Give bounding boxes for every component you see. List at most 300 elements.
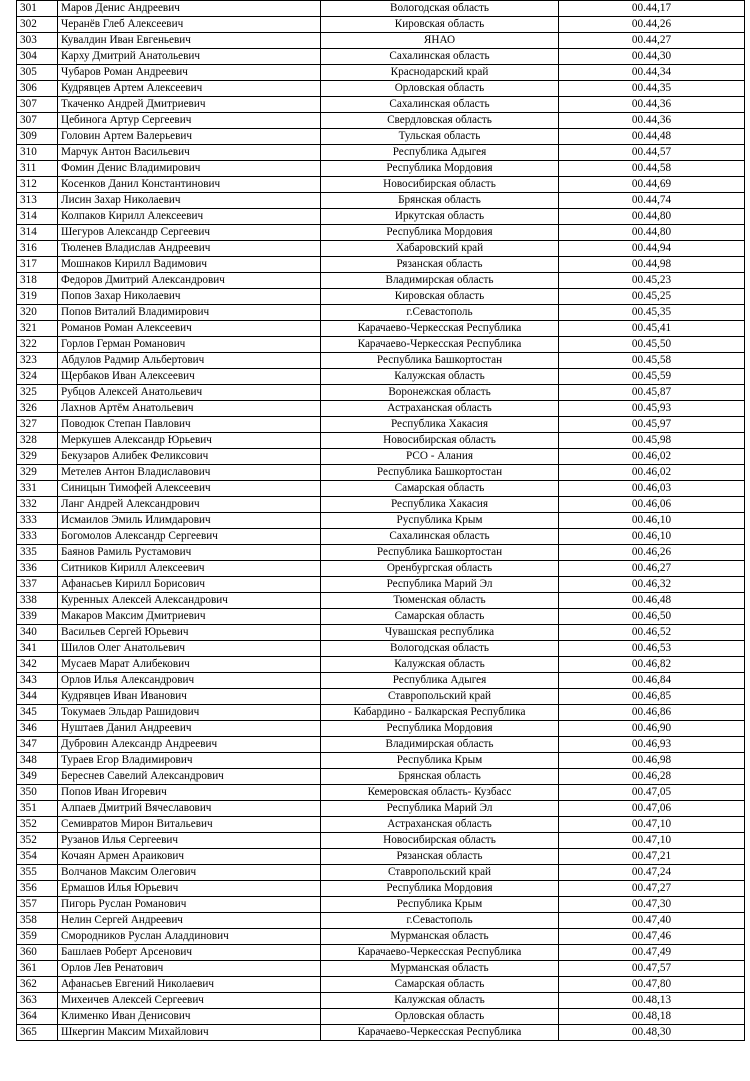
table-row <box>17 673 745 689</box>
result-time-cell: 00.46,53 <box>559 641 745 657</box>
result-time-cell: 00.45,58 <box>559 353 745 369</box>
athlete-name-cell: Меркушев Александр Юрьевич <box>58 433 321 449</box>
table-row <box>17 609 745 625</box>
place-cell: 304 <box>17 49 58 65</box>
result-time-cell: 00.44,35 <box>559 81 745 97</box>
athlete-name-cell: Богомолов Александр Сергеевич <box>58 529 321 545</box>
result-time-cell: 00.48,18 <box>559 1009 745 1025</box>
athlete-name-cell: Чубаров Роман Андреевич <box>58 65 321 81</box>
region-cell: Самарская область <box>321 481 559 497</box>
region-cell: г.Севастополь <box>321 913 559 929</box>
place-cell: 311 <box>17 161 58 177</box>
place-cell: 314 <box>17 225 58 241</box>
athlete-name-cell: Лисин Захар Николаевич <box>58 193 321 209</box>
place-cell: 341 <box>17 641 58 657</box>
result-time-cell: 00.44,98 <box>559 257 745 273</box>
place-cell: 309 <box>17 129 58 145</box>
place-cell: 346 <box>17 721 58 737</box>
place-cell: 343 <box>17 673 58 689</box>
place-cell: 360 <box>17 945 58 961</box>
region-cell: Новосибирская область <box>321 433 559 449</box>
result-time-cell: 00.46,02 <box>559 449 745 465</box>
table-row <box>17 65 745 81</box>
result-time-cell: 00.46,50 <box>559 609 745 625</box>
region-cell: Рязанская область <box>321 257 559 273</box>
table-row <box>17 289 745 305</box>
place-cell: 350 <box>17 785 58 801</box>
place-cell: 342 <box>17 657 58 673</box>
region-cell: Республика Башкортостан <box>321 353 559 369</box>
place-cell: 329 <box>17 449 58 465</box>
result-time-cell: 00.44,80 <box>559 225 745 241</box>
result-time-cell: 00.47,21 <box>559 849 745 865</box>
result-time-cell: 00.45,59 <box>559 369 745 385</box>
table-row <box>17 33 745 49</box>
place-cell: 326 <box>17 401 58 417</box>
result-time-cell: 00.44,58 <box>559 161 745 177</box>
region-cell: Ставропольский край <box>321 865 559 881</box>
athlete-name-cell: Кудрявцев Иван Иванович <box>58 689 321 705</box>
athlete-name-cell: Бекузаров Алибек Феликсович <box>58 449 321 465</box>
region-cell: Кемеровская область- Кузбасс <box>321 785 559 801</box>
place-cell: 329 <box>17 465 58 481</box>
result-time-cell: 00.46,02 <box>559 465 745 481</box>
region-cell: Брянская область <box>321 769 559 785</box>
result-time-cell: 00.46,84 <box>559 673 745 689</box>
result-time-cell: 00.46,10 <box>559 529 745 545</box>
place-cell: 303 <box>17 33 58 49</box>
region-cell: Республика Мордовия <box>321 721 559 737</box>
athlete-name-cell: Макаров Максим Дмитриевич <box>58 609 321 625</box>
region-cell: Орловская область <box>321 1009 559 1025</box>
table-row <box>17 513 745 529</box>
region-cell: Республика Мордовия <box>321 881 559 897</box>
athlete-name-cell: Нелин Сергей Андреевич <box>58 913 321 929</box>
result-time-cell: 00.46,27 <box>559 561 745 577</box>
table-row <box>17 161 745 177</box>
region-cell: Сахалинская область <box>321 49 559 65</box>
result-time-cell: 00.44,74 <box>559 193 745 209</box>
result-time-cell: 00.46,26 <box>559 545 745 561</box>
place-cell: 365 <box>17 1025 58 1041</box>
place-cell: 307 <box>17 113 58 129</box>
result-time-cell: 00.46,98 <box>559 753 745 769</box>
result-time-cell: 00.47,40 <box>559 913 745 929</box>
table-row <box>17 481 745 497</box>
region-cell: Руспублика Крым <box>321 513 559 529</box>
region-cell: Иркутская область <box>321 209 559 225</box>
place-cell: 313 <box>17 193 58 209</box>
result-time-cell: 00.45,23 <box>559 273 745 289</box>
region-cell: Самарская область <box>321 977 559 993</box>
result-time-cell: 00.47,46 <box>559 929 745 945</box>
athlete-name-cell: Марчук Антон Васильевич <box>58 145 321 161</box>
result-time-cell: 00.47,27 <box>559 881 745 897</box>
result-time-cell: 00.46,90 <box>559 721 745 737</box>
athlete-name-cell: Ермашов Илья Юрьевич <box>58 881 321 897</box>
result-time-cell: 00.44,27 <box>559 33 745 49</box>
place-cell: 310 <box>17 145 58 161</box>
region-cell: Карачаево-Черкесская Республика <box>321 321 559 337</box>
table-row <box>17 433 745 449</box>
table-row <box>17 657 745 673</box>
table-row <box>17 769 745 785</box>
athlete-name-cell: Михеичев Алексей Сергеевич <box>58 993 321 1009</box>
place-cell: 355 <box>17 865 58 881</box>
result-time-cell: 00.47,05 <box>559 785 745 801</box>
table-row <box>17 785 745 801</box>
athlete-name-cell: Кудрявцев Артем Алексеевич <box>58 81 321 97</box>
table-row <box>17 961 745 977</box>
region-cell: Сахалинская область <box>321 529 559 545</box>
table-row <box>17 385 745 401</box>
place-cell: 333 <box>17 529 58 545</box>
result-time-cell: 00.48,30 <box>559 1025 745 1041</box>
result-time-cell: 00.46,06 <box>559 497 745 513</box>
region-cell: Новосибирская область <box>321 177 559 193</box>
place-cell: 317 <box>17 257 58 273</box>
region-cell: Калужская область <box>321 993 559 1009</box>
place-cell: 314 <box>17 209 58 225</box>
region-cell: Кировская область <box>321 17 559 33</box>
athlete-name-cell: Горлов Герман Романович <box>58 337 321 353</box>
athlete-name-cell: Кувалдин Иван Евгеньевич <box>58 33 321 49</box>
table-row <box>17 369 745 385</box>
table-row <box>17 129 745 145</box>
athlete-name-cell: Попов Иван Игоревич <box>58 785 321 801</box>
place-cell: 327 <box>17 417 58 433</box>
region-cell: Республика Адыгея <box>321 145 559 161</box>
place-cell: 305 <box>17 65 58 81</box>
athlete-name-cell: Нуштаев Данил Андреевич <box>58 721 321 737</box>
athlete-name-cell: Мусаев Марат Алибекович <box>58 657 321 673</box>
result-time-cell: 00.46,48 <box>559 593 745 609</box>
athlete-name-cell: Тураев Егор Владимирович <box>58 753 321 769</box>
athlete-name-cell: Башлаев Роберт Арсенович <box>58 945 321 961</box>
region-cell: Владимирская область <box>321 737 559 753</box>
table-row <box>17 273 745 289</box>
table-row <box>17 241 745 257</box>
result-time-cell: 00.46,28 <box>559 769 745 785</box>
result-time-cell: 00.47,57 <box>559 961 745 977</box>
place-cell: 331 <box>17 481 58 497</box>
result-time-cell: 00.45,50 <box>559 337 745 353</box>
place-cell: 320 <box>17 305 58 321</box>
athlete-name-cell: Лахнов Артём Анатольевич <box>58 401 321 417</box>
place-cell: 302 <box>17 17 58 33</box>
region-cell: Мурманская область <box>321 929 559 945</box>
place-cell: 307 <box>17 97 58 113</box>
region-cell: Республика Башкортостан <box>321 545 559 561</box>
table-row <box>17 833 745 849</box>
athlete-name-cell: Головин Артем Валерьевич <box>58 129 321 145</box>
athlete-name-cell: Шилов Олег Анатольевич <box>58 641 321 657</box>
table-row <box>17 465 745 481</box>
athlete-name-cell: Ткаченко Андрей Дмитриевич <box>58 97 321 113</box>
region-cell: Астраханская область <box>321 817 559 833</box>
athlete-name-cell: Цебинога Артур Сергеевич <box>58 113 321 129</box>
athlete-name-cell: Рузанов Илья Сергеевич <box>58 833 321 849</box>
table-row <box>17 1 745 17</box>
result-time-cell: 00.44,69 <box>559 177 745 193</box>
table-row <box>17 1025 745 1041</box>
athlete-name-cell: Алпаев Дмитрий Вячеславович <box>58 801 321 817</box>
result-time-cell: 00.44,34 <box>559 65 745 81</box>
table-row <box>17 337 745 353</box>
table-row <box>17 81 745 97</box>
result-time-cell: 00.46,10 <box>559 513 745 529</box>
athlete-name-cell: Пигорь Руслан Романович <box>58 897 321 913</box>
result-time-cell: 00.45,93 <box>559 401 745 417</box>
region-cell: Самарская область <box>321 609 559 625</box>
region-cell: Краснодарский край <box>321 65 559 81</box>
table-row <box>17 993 745 1009</box>
result-time-cell: 00.46,52 <box>559 625 745 641</box>
athlete-name-cell: Ситников Кирилл Алексеевич <box>58 561 321 577</box>
region-cell: Сахалинская область <box>321 97 559 113</box>
table-row <box>17 577 745 593</box>
athlete-name-cell: Куренных Алексей Александрович <box>58 593 321 609</box>
table-row <box>17 177 745 193</box>
region-cell: Республика Башкортостан <box>321 465 559 481</box>
result-time-cell: 00.45,41 <box>559 321 745 337</box>
table-row <box>17 753 745 769</box>
place-cell: 363 <box>17 993 58 1009</box>
table-row <box>17 449 745 465</box>
region-cell: Республика Мордовия <box>321 225 559 241</box>
result-time-cell: 00.47,30 <box>559 897 745 913</box>
result-time-cell: 00.46,82 <box>559 657 745 673</box>
result-time-cell: 00.45,97 <box>559 417 745 433</box>
region-cell: Кабардино - Балкарская Республика <box>321 705 559 721</box>
result-time-cell: 00.48,13 <box>559 993 745 1009</box>
result-time-cell: 00.45,87 <box>559 385 745 401</box>
athlete-name-cell: Шкергин Максим Михайлович <box>58 1025 321 1041</box>
athlete-name-cell: Шегуров Александр Сергеевич <box>58 225 321 241</box>
place-cell: 351 <box>17 801 58 817</box>
region-cell: Брянская область <box>321 193 559 209</box>
place-cell: 352 <box>17 833 58 849</box>
table-row <box>17 225 745 241</box>
place-cell: 321 <box>17 321 58 337</box>
table-row <box>17 625 745 641</box>
table-row <box>17 881 745 897</box>
results-table <box>16 0 745 1041</box>
place-cell: 332 <box>17 497 58 513</box>
result-time-cell: 00.44,36 <box>559 113 745 129</box>
results-table-body <box>17 1 745 1041</box>
place-cell: 340 <box>17 625 58 641</box>
region-cell: Свердловская область <box>321 113 559 129</box>
table-row <box>17 257 745 273</box>
table-row <box>17 593 745 609</box>
table-row <box>17 353 745 369</box>
table-row <box>17 145 745 161</box>
result-time-cell: 00.44,17 <box>559 1 745 17</box>
athlete-name-cell: Абдулов Радмир Альбертович <box>58 353 321 369</box>
place-cell: 318 <box>17 273 58 289</box>
region-cell: Мурманская область <box>321 961 559 977</box>
region-cell: Карачаево-Черкесская Республика <box>321 945 559 961</box>
table-row <box>17 1009 745 1025</box>
table-row <box>17 193 745 209</box>
result-time-cell: 00.44,80 <box>559 209 745 225</box>
result-time-cell: 00.47,10 <box>559 833 745 849</box>
region-cell: Республика Хакасия <box>321 497 559 513</box>
result-time-cell: 00.46,86 <box>559 705 745 721</box>
athlete-name-cell: Попов Виталий Владимирович <box>58 305 321 321</box>
athlete-name-cell: Ланг Андрей Александрович <box>58 497 321 513</box>
result-time-cell: 00.46,85 <box>559 689 745 705</box>
place-cell: 335 <box>17 545 58 561</box>
table-row <box>17 305 745 321</box>
table-row <box>17 561 745 577</box>
region-cell: Вологодская область <box>321 641 559 657</box>
region-cell: Оренбургская область <box>321 561 559 577</box>
athlete-name-cell: Федоров Дмитрий Александрович <box>58 273 321 289</box>
region-cell: Хабаровский край <box>321 241 559 257</box>
athlete-name-cell: Дубровин Александр Андреевич <box>58 737 321 753</box>
athlete-name-cell: Поводюк Степан Павлович <box>58 417 321 433</box>
table-row <box>17 417 745 433</box>
athlete-name-cell: Мошнаков Кирилл Вадимович <box>58 257 321 273</box>
table-row <box>17 705 745 721</box>
region-cell: Рязанская область <box>321 849 559 865</box>
place-cell: 338 <box>17 593 58 609</box>
table-row <box>17 849 745 865</box>
place-cell: 339 <box>17 609 58 625</box>
result-time-cell: 00.44,26 <box>559 17 745 33</box>
place-cell: 349 <box>17 769 58 785</box>
place-cell: 333 <box>17 513 58 529</box>
athlete-name-cell: Романов Роман Алексеевич <box>58 321 321 337</box>
table-row <box>17 529 745 545</box>
place-cell: 301 <box>17 1 58 17</box>
place-cell: 323 <box>17 353 58 369</box>
athlete-name-cell: Волчанов Максим Олегович <box>58 865 321 881</box>
region-cell: Орловская область <box>321 81 559 97</box>
athlete-name-cell: Васильев Сергей Юрьевич <box>58 625 321 641</box>
athlete-name-cell: Баянов Рамиль Рустамович <box>58 545 321 561</box>
region-cell: ЯНАО <box>321 33 559 49</box>
region-cell: Вологодская область <box>321 1 559 17</box>
place-cell: 354 <box>17 849 58 865</box>
athlete-name-cell: Щербаков Иван Алексеевич <box>58 369 321 385</box>
region-cell: Чувашская республика <box>321 625 559 641</box>
region-cell: г.Севастополь <box>321 305 559 321</box>
athlete-name-cell: Кочаян Армен Араикович <box>58 849 321 865</box>
place-cell: 324 <box>17 369 58 385</box>
table-row <box>17 321 745 337</box>
place-cell: 345 <box>17 705 58 721</box>
athlete-name-cell: Тюленев Владислав Андреевич <box>58 241 321 257</box>
region-cell: Калужская область <box>321 657 559 673</box>
place-cell: 337 <box>17 577 58 593</box>
region-cell: Карачаево-Черкесская Республика <box>321 1025 559 1041</box>
athlete-name-cell: Орлов Лев Ренатович <box>58 961 321 977</box>
athlete-name-cell: Фомин Денис Владимирович <box>58 161 321 177</box>
region-cell: Республика Марий Эл <box>321 801 559 817</box>
result-time-cell: 00.45,98 <box>559 433 745 449</box>
place-cell: 325 <box>17 385 58 401</box>
athlete-name-cell: Клименко Иван Денисович <box>58 1009 321 1025</box>
region-cell: Воронежская область <box>321 385 559 401</box>
result-time-cell: 00.47,80 <box>559 977 745 993</box>
region-cell: Республика Марий Эл <box>321 577 559 593</box>
athlete-name-cell: Исмаилов Эмиль Илимдарович <box>58 513 321 529</box>
place-cell: 336 <box>17 561 58 577</box>
region-cell: Республика Хакасия <box>321 417 559 433</box>
region-cell: Кировская область <box>321 289 559 305</box>
region-cell: РСО - Алания <box>321 449 559 465</box>
place-cell: 359 <box>17 929 58 945</box>
result-time-cell: 00.46,32 <box>559 577 745 593</box>
region-cell: Тульская область <box>321 129 559 145</box>
athlete-name-cell: Метелев Антон Владиславович <box>58 465 321 481</box>
region-cell: Карачаево-Черкесская Республика <box>321 337 559 353</box>
result-time-cell: 00.47,24 <box>559 865 745 881</box>
table-row <box>17 17 745 33</box>
table-row <box>17 929 745 945</box>
place-cell: 312 <box>17 177 58 193</box>
athlete-name-cell: Карху Дмитрий Анатольевич <box>58 49 321 65</box>
athlete-name-cell: Черанёв Глеб Алексеевич <box>58 17 321 33</box>
region-cell: Новосибирская область <box>321 833 559 849</box>
region-cell: Астраханская область <box>321 401 559 417</box>
athlete-name-cell: Синицын Тимофей Алексеевич <box>58 481 321 497</box>
athlete-name-cell: Береснев Савелий Александрович <box>58 769 321 785</box>
table-row <box>17 497 745 513</box>
table-row <box>17 721 745 737</box>
athlete-name-cell: Смородников Руслан Аладдинович <box>58 929 321 945</box>
result-time-cell: 00.44,94 <box>559 241 745 257</box>
table-row <box>17 913 745 929</box>
place-cell: 352 <box>17 817 58 833</box>
result-time-cell: 00.45,35 <box>559 305 745 321</box>
result-time-cell: 00.47,49 <box>559 945 745 961</box>
athlete-name-cell: Маров Денис Андреевич <box>58 1 321 17</box>
table-row <box>17 97 745 113</box>
place-cell: 347 <box>17 737 58 753</box>
place-cell: 362 <box>17 977 58 993</box>
result-time-cell: 00.44,36 <box>559 97 745 113</box>
table-row <box>17 641 745 657</box>
table-row <box>17 209 745 225</box>
region-cell: Республика Крым <box>321 897 559 913</box>
table-row <box>17 897 745 913</box>
place-cell: 348 <box>17 753 58 769</box>
region-cell: Ставропольский край <box>321 689 559 705</box>
athlete-name-cell: Семивратов Мирон Витальевич <box>58 817 321 833</box>
result-time-cell: 00.44,30 <box>559 49 745 65</box>
table-row <box>17 801 745 817</box>
place-cell: 328 <box>17 433 58 449</box>
region-cell: Калужская область <box>321 369 559 385</box>
region-cell: Республика Адыгея <box>321 673 559 689</box>
table-row <box>17 401 745 417</box>
athlete-name-cell: Колпаков Кирилл Алексеевич <box>58 209 321 225</box>
place-cell: 322 <box>17 337 58 353</box>
table-row <box>17 977 745 993</box>
result-time-cell: 00.44,57 <box>559 145 745 161</box>
place-cell: 358 <box>17 913 58 929</box>
table-row <box>17 737 745 753</box>
table-row <box>17 817 745 833</box>
place-cell: 319 <box>17 289 58 305</box>
athlete-name-cell: Афанасьев Евгений Николаевич <box>58 977 321 993</box>
table-row <box>17 865 745 881</box>
athlete-name-cell: Орлов Илья Александрович <box>58 673 321 689</box>
